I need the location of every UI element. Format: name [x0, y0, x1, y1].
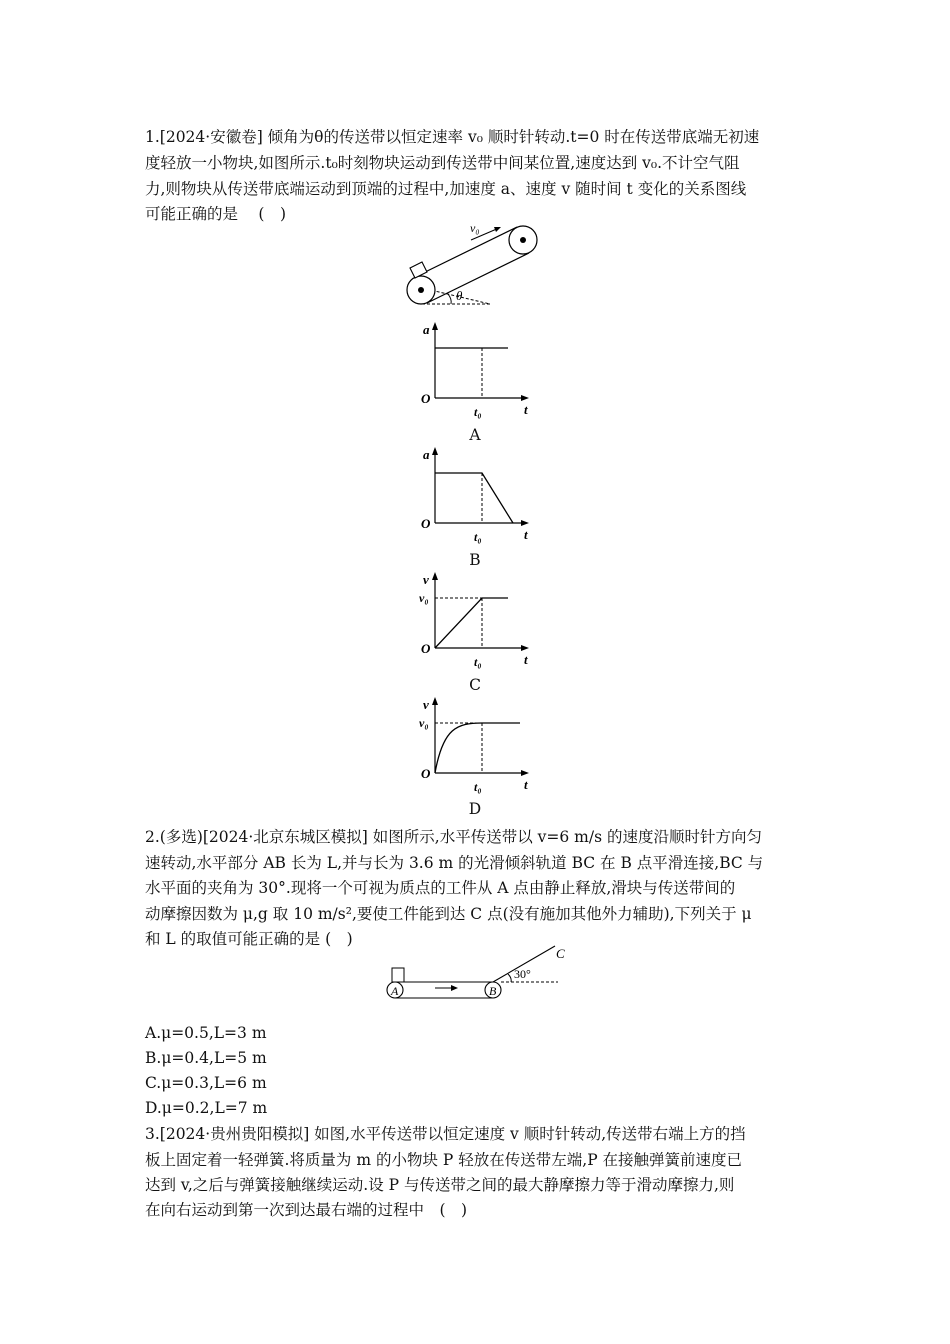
v0-tick-label: v₀ [419, 716, 429, 730]
q1-line-4: 可能正确的是 ( ) [145, 205, 287, 223]
y-axis-arrow [432, 322, 438, 330]
q2-conveyor-figure [380, 940, 580, 1000]
option-a-caption: A [469, 426, 481, 444]
q3-line-2: 板上固定着一轻弹簧.将质量为 m 的小物块 P 轻放在传送带左端,P 在接触弹簧前速度已 [145, 1151, 743, 1169]
x-axis-label: t [524, 527, 528, 542]
x-axis-arrow [521, 395, 529, 401]
origin-label: O [421, 641, 431, 656]
option-b-caption: B [469, 551, 481, 569]
option-c-graph [419, 572, 529, 669]
x-axis-label: t [524, 402, 528, 417]
origin-label: O [421, 391, 431, 406]
origin-label: O [421, 766, 431, 781]
y-axis-label: a [423, 322, 430, 337]
t0-tick-label: t₀ [474, 405, 482, 419]
option-a-graph [421, 322, 529, 419]
graph-curve [435, 723, 520, 773]
label-c: C [556, 946, 565, 961]
y-axis-label: v [423, 697, 429, 712]
y-axis-label: a [423, 447, 430, 462]
origin-label: O [421, 516, 431, 531]
v0-label: v₀ [470, 221, 480, 235]
t0-tick-label: t₀ [474, 530, 482, 544]
q2-line-2: 速转动,水平部分 AB 长为 L,并与长为 3.6 m 的光滑倾斜轨道 BC 在 B 点平滑连接,BC 与 [145, 854, 764, 872]
label-a: A [391, 984, 399, 998]
option-d-caption: D [468, 800, 482, 818]
q2-line-1: 2.(多选)[2024·北京东城区模拟] 如图所示,水平传送带以 v=6 m/s 的速度沿顺时针方向匀 [145, 828, 762, 846]
x-axis-label: t [524, 777, 528, 792]
q3-line-4: 在向右运动到第一次到达最右端的过程中 ( ) [145, 1201, 468, 1219]
q1-line-1: 1.[2024·安徽卷] 倾角为θ的传送带以恒定速率 v₀ 顺时针转动.t=0 时在传送带底端无初速 [145, 128, 760, 146]
x-axis-arrow [521, 770, 529, 776]
q2-line-4: 动摩擦因数为 μ,g 取 10 m/s²,要使工件能到达 C 点(没有施加其他外力辅助),下列关于 μ [145, 905, 752, 923]
q2-choice-a: A.μ=0.5,L=3 m [145, 1024, 267, 1042]
x-axis-arrow [521, 645, 529, 651]
q2-line-5: 和 L 的取值可能正确的是 ( ) [145, 930, 353, 948]
graph-curve [435, 473, 513, 523]
direction-arrow [451, 985, 458, 991]
angle-label: 30° [514, 967, 531, 981]
y-axis-arrow [432, 572, 438, 580]
workpiece [392, 968, 404, 982]
q2-choice-b: B.μ=0.4,L=5 m [145, 1049, 267, 1067]
y-axis-arrow [432, 447, 438, 455]
q2-choice-d: D.μ=0.2,L=7 m [145, 1099, 268, 1117]
label-b: B [489, 984, 497, 998]
y-axis-arrow [432, 697, 438, 705]
q2-choice-c: C.μ=0.3,L=6 m [145, 1074, 267, 1092]
t0-tick-label: t₀ [474, 655, 482, 669]
option-b-graph [421, 447, 529, 544]
v0-tick-label: v₀ [419, 591, 429, 605]
q2-line-3: 水平面的夹角为 30°.现将一个可视为质点的工件从 A 点由静止释放,滑块与传送带间的 [145, 879, 736, 897]
x-axis-arrow [521, 520, 529, 526]
t0-tick-label: t₀ [474, 780, 482, 794]
theta-label: θ [456, 288, 463, 303]
q3-line-1: 3.[2024·贵州贵阳模拟] 如图,水平传送带以恒定速度 v 顺时针转动,传送带右端上方的挡 [145, 1125, 746, 1143]
q1-line-2: 度轻放一小物块,如图所示.t₀时刻物块运动到传送带中间某位置,速度达到 v₀.不计空气阻 [145, 154, 740, 172]
q3-line-3: 达到 v,之后与弹簧接触继续运动.设 P 与传送带之间的最大静摩擦力等于滑动摩擦力,则 [145, 1176, 735, 1194]
y-axis-label: v [423, 572, 429, 587]
graph-curve [435, 598, 508, 648]
x-axis-label: t [524, 652, 528, 667]
option-c-caption: C [469, 676, 481, 694]
q1-line-3: 力,则物块从传送带底端运动到顶端的过程中,加速度 a、速度 v 随时间 t 变化的关系图线 [145, 180, 747, 198]
option-d-graph [419, 697, 529, 794]
